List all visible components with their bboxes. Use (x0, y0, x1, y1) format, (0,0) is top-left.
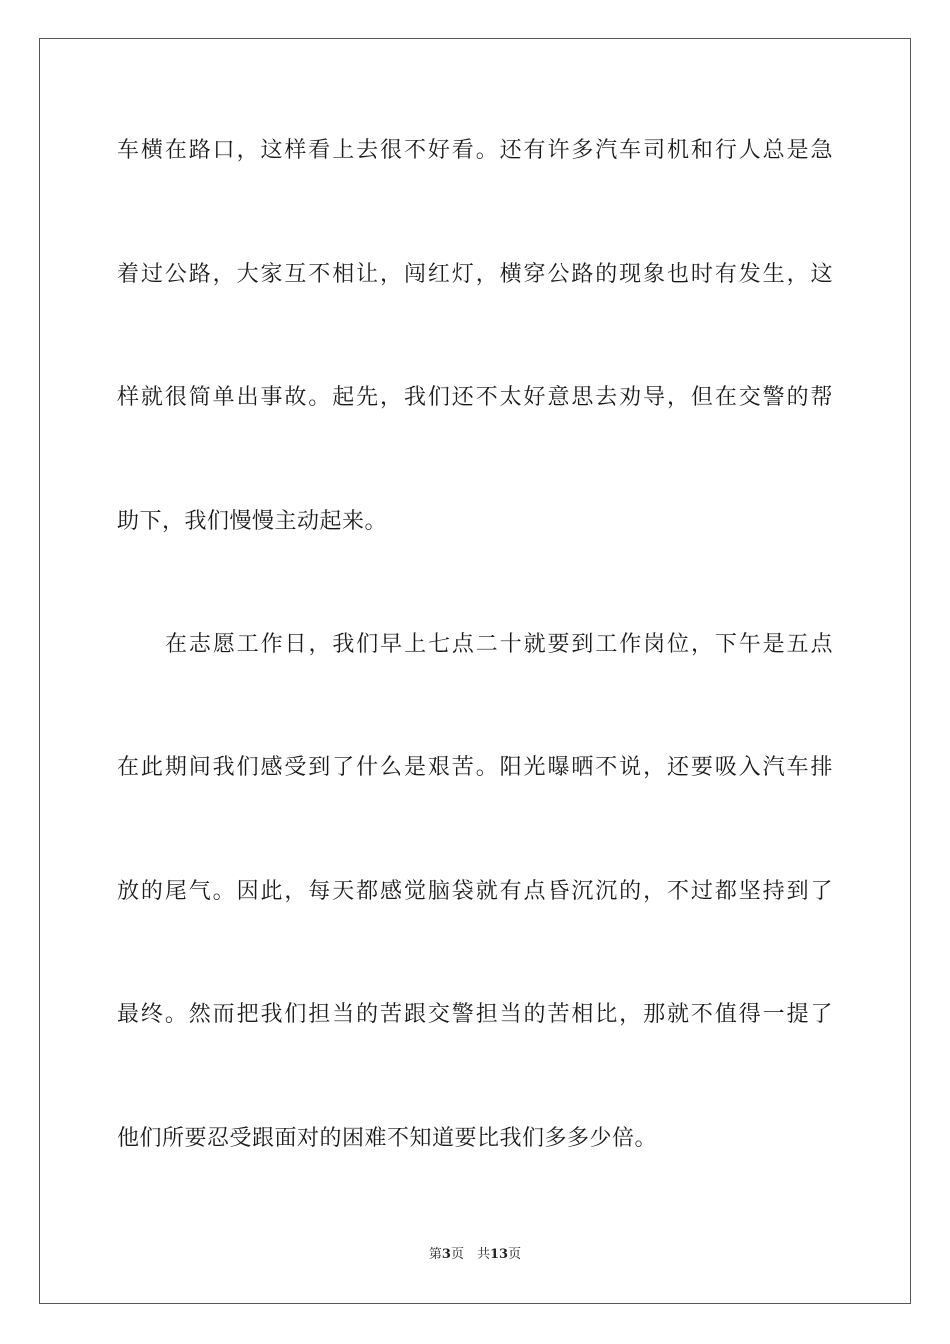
body-text-line-7: 放的尾气。因此，每天都感觉脑袋就有点昏沉沉的，不过都坚持到了 (117, 879, 833, 904)
footer-page-suffix: 页 (508, 1247, 522, 1262)
body-text-line-9: 他们所要忍受跟面对的困难不知道要比我们多多少倍。 (117, 1126, 658, 1151)
body-text-line-8: 最终。然而把我们担当的苦跟交警担当的苦相比，那就不值得一提了 (117, 1002, 833, 1027)
page-footer (0, 1246, 950, 1264)
body-text-line-1: 车横在路口，这样看上去很不好看。还有许多汽车司机和行人总是急 (117, 138, 833, 163)
footer-page-mid: 页 共 (450, 1247, 490, 1262)
body-text-line-2: 着过公路，大家互不相让，闯红灯，横穿公路的现象也时有发生，这 (117, 262, 833, 287)
footer-page-prefix: 第 (428, 1247, 442, 1262)
body-text-line-4: 助下，我们慢慢主动起来。 (117, 509, 388, 534)
footer-page-total: 13 (489, 1247, 509, 1262)
footer-page-current: 3 (441, 1247, 451, 1262)
body-text-line-5: 在志愿工作日，我们早上七点二十就要到工作岗位，下午是五点 (165, 632, 833, 657)
body-text-line-6: 在此期间我们感受到了什么是艰苦。阳光曝晒不说，还要吸入汽车排 (117, 755, 833, 780)
page-border (39, 38, 911, 1304)
body-text-line-3: 样就很简单出事故。起先，我们还不太好意思去劝导，但在交警的帮 (117, 385, 833, 410)
